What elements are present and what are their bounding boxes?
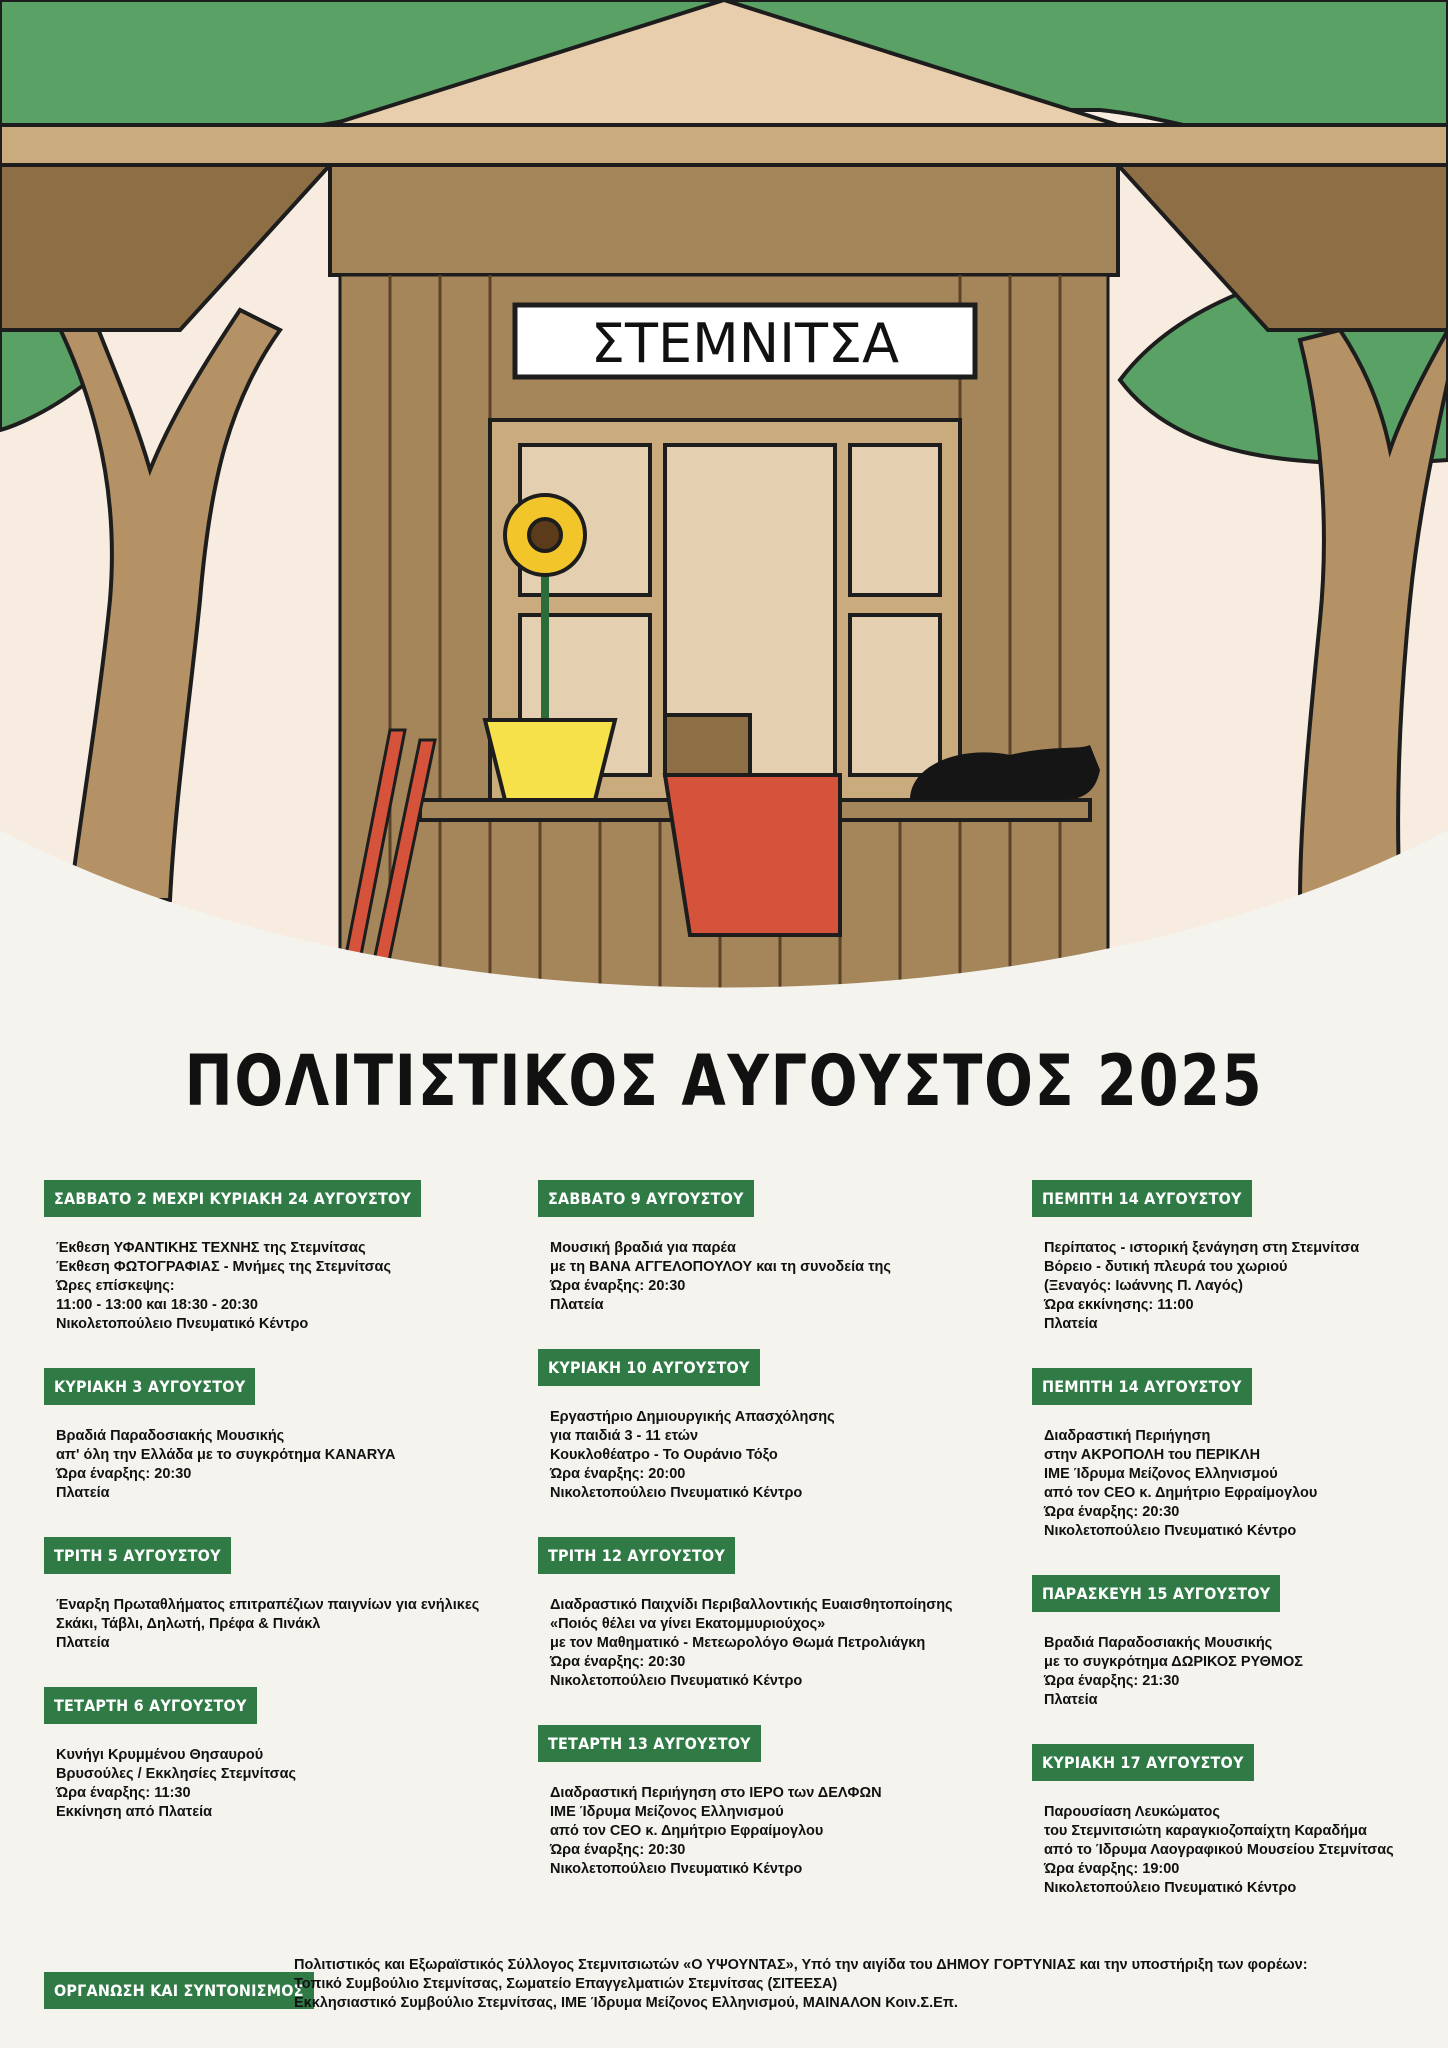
event-block xyxy=(538,1725,968,1879)
event-details xyxy=(44,1596,480,1653)
event-line: Ώρα έναρξης: 20:30 xyxy=(550,1278,686,1294)
event-line: Εργαστήριο Δημιουργικής Απασχόλησης xyxy=(550,1409,835,1425)
organization-label: ΟΡΓΑΝΩΣΗ ΚΑΙ ΣΥΝΤΟΝΙΣΜΟΣ xyxy=(44,1972,314,2009)
event-line: με τον Μαθηματικό - Μετεωρολόγο Θωμά Πετρολιάγκη xyxy=(550,1635,926,1651)
event-line: Πλατεία xyxy=(56,1635,110,1651)
event-block xyxy=(44,1180,474,1334)
event-line: από τον CEO κ. Δημήτριο Εφραίμογλου xyxy=(1044,1485,1318,1501)
event-details xyxy=(538,1408,968,1503)
event-details xyxy=(1032,1427,1448,1541)
event-date-badge: ΠΕΜΠΤΗ 14 ΑΥΓΟΥΣΤΟΥ xyxy=(1032,1368,1252,1405)
red-rug xyxy=(665,775,840,935)
event-details xyxy=(44,1239,474,1334)
event-date-badge: ΠΑΡΑΣΚΕΥΗ 15 ΑΥΓΟΥΣΤΟΥ xyxy=(1032,1575,1280,1612)
event-line: Πλατεία xyxy=(1044,1692,1098,1708)
event-block xyxy=(1032,1744,1448,1898)
village-sign xyxy=(515,305,975,377)
event-date-badge: ΚΥΡΙΑΚΗ 17 ΑΥΓΟΥΣΤΟΥ xyxy=(1032,1744,1254,1781)
event-block xyxy=(538,1180,968,1315)
organization-text xyxy=(294,1956,1308,2013)
kiosk-illustration xyxy=(0,0,1448,1000)
event-line: Ώρα έναρξης: 11:30 xyxy=(56,1785,191,1801)
event-details xyxy=(538,1596,968,1691)
event-line: Ώρα έναρξης: 20:30 xyxy=(550,1842,686,1858)
event-line: με το συγκρότημα ΔΩΡΙΚΟΣ ΡΥΘΜΟΣ xyxy=(1044,1654,1303,1670)
event-line: Νικολετοπούλειο Πνευματικό Κέντρο xyxy=(550,1861,803,1877)
event-block xyxy=(44,1687,474,1822)
event-line: Ώρες επίσκεψης: xyxy=(56,1278,175,1294)
event-line: Βρυσούλες / Εκκλησίες Στεμνίτσας xyxy=(56,1766,297,1782)
event-line: στην ΑΚΡΟΠΟΛΗ του ΠΕΡΙΚΛΗ xyxy=(1044,1447,1261,1463)
event-line: Νικολετοπούλειο Πνευματικό Κέντρο xyxy=(1044,1523,1297,1539)
event-block xyxy=(538,1537,968,1691)
village-sign-text: ΣΤΕΜΝΙΤΣΑ xyxy=(590,312,900,375)
event-line: Ώρα έναρξης: 20:30 xyxy=(1044,1504,1180,1520)
event-date-badge: ΠΕΜΠΤΗ 14 ΑΥΓΟΥΣΤΟΥ xyxy=(1032,1180,1252,1217)
event-line: Κουκλοθέατρο - Το Ουράνιο Τόξο xyxy=(550,1447,778,1463)
event-line: Βραδιά Παραδοσιακής Μουσικής xyxy=(56,1428,285,1444)
event-date-badge: ΤΕΤΑΡΤΗ 6 ΑΥΓΟΥΣΤΟΥ xyxy=(44,1687,257,1724)
event-line: Ώρα έναρξης: 20:00 xyxy=(550,1466,686,1482)
event-details xyxy=(538,1784,968,1879)
event-date-badge: ΚΥΡΙΑΚΗ 10 ΑΥΓΟΥΣΤΟΥ xyxy=(538,1349,760,1386)
event-line: Μουσική βραδιά για παρέα xyxy=(550,1240,736,1256)
event-line: ΙΜΕ Ίδρυμα Μείζονος Ελληνισμού xyxy=(550,1804,784,1820)
event-line: (Ξεναγός: Ιωάννης Π. Λαγός) xyxy=(1044,1278,1243,1294)
event-block xyxy=(44,1368,474,1503)
event-date-badge: ΚΥΡΙΑΚΗ 3 ΑΥΓΟΥΣΤΟΥ xyxy=(44,1368,255,1405)
event-line: Έκθεση ΥΦΑΝΤΙΚΗΣ ΤΕΧΝΗΣ της Στεμνίτσας xyxy=(56,1240,366,1256)
footer-line: Πολιτιστικός και Εξωραϊστικός Σύλλογος Στεμνιτσιωτών «Ο ΥΨΟΥΝΤΑΣ», Υπό την αιγίδα του ΔΗΜΟΥ ΓΟΡΤΥΝΙΑΣ και την υποστήριξη των φορέων: xyxy=(294,1957,1308,1973)
event-line: Νικολετοπούλειο Πνευματικό Κέντρο xyxy=(550,1485,803,1501)
event-block xyxy=(538,1349,968,1503)
event-line: Διαδραστικό Παιχνίδι Περιβαλλοντικής Ευαισθητοποίησης xyxy=(550,1597,953,1613)
event-line: Εκκίνηση από Πλατεία xyxy=(56,1804,213,1820)
event-line: 11:00 - 13:00 και 18:30 - 20:30 xyxy=(56,1297,258,1313)
event-line: για παιδιά 3 - 11 ετών xyxy=(550,1428,699,1444)
page-title: ΠΟΛΙΤΙΣΤΙΚΟΣ ΑΥΓΟΥΣΤΟΣ 2025 xyxy=(184,1040,1264,1122)
event-details xyxy=(1032,1634,1448,1710)
schedule-column-1 xyxy=(44,1180,480,1856)
event-line: Διαδραστική Περιήγηση στο ΙΕΡΟ των ΔΕΛΦΩΝ xyxy=(550,1785,882,1801)
event-block xyxy=(1032,1368,1448,1541)
event-line: Έναρξη Πρωταθλήματος επιτραπέζιων παιγνίων για ενήλικες xyxy=(56,1597,480,1613)
event-line: απ' όλη την Ελλάδα με το συγκρότημα KANARYA xyxy=(56,1447,396,1463)
event-date-badge: ΣΑΒΒΑΤΟ 2 ΜΕΧΡΙ ΚΥΡΙΑΚΗ 24 ΑΥΓΟΥΣΤΟΥ xyxy=(44,1180,421,1217)
event-date-badge: ΤΡΙΤΗ 5 ΑΥΓΟΥΣΤΟΥ xyxy=(44,1537,231,1574)
event-line: Πλατεία xyxy=(56,1485,110,1501)
event-line: Σκάκι, Τάβλι, Δηλωτή, Πρέφα & Πινάκλ xyxy=(56,1616,321,1632)
event-line: με τη ΒΑΝΑ ΑΓΓΕΛΟΠΟΥΛΟΥ και τη συνοδεία της xyxy=(550,1259,891,1275)
event-line: Ώρα εκκίνησης: 11:00 xyxy=(1044,1297,1194,1313)
event-line: Πλατεία xyxy=(1044,1316,1098,1332)
event-line: Ώρα έναρξης: 20:30 xyxy=(550,1654,686,1670)
event-line: Νικολετοπούλειο Πνευματικό Κέντρο xyxy=(1044,1880,1297,1896)
event-date-badge: ΣΑΒΒΑΤΟ 9 ΑΥΓΟΥΣΤΟΥ xyxy=(538,1180,754,1217)
event-line: Ώρα έναρξης: 20:30 xyxy=(56,1466,192,1482)
event-details xyxy=(1032,1239,1448,1334)
event-details xyxy=(1032,1803,1448,1898)
event-line: από το Ίδρυμα Λαογραφικού Μουσείου Στεμνίτσας xyxy=(1044,1842,1394,1858)
footer-line: Εκκλησιαστικό Συμβούλιο Στεμνίτσας, ΙΜΕ Ίδρυμα Μείζονος Ελληνισμού, ΜΑΙΝΑΛΟΝ Κοιν.Σ.Επ. xyxy=(294,1995,958,2011)
event-line: Παρουσίαση Λευκώματος xyxy=(1044,1804,1220,1820)
event-details xyxy=(538,1239,968,1315)
event-line: Κυνήγι Κρυμμένου Θησαυρού xyxy=(56,1747,264,1763)
event-line: «Ποιός θέλει να γίνει Εκατομμυριούχος» xyxy=(550,1616,826,1632)
event-line: Πλατεία xyxy=(550,1297,604,1313)
event-line: Περίπατος - ιστορική ξενάγηση στη Στεμνίτσα xyxy=(1044,1240,1360,1256)
event-date-badge: ΤΡΙΤΗ 12 ΑΥΓΟΥΣΤΟΥ xyxy=(538,1537,735,1574)
wooden-chest xyxy=(665,715,750,775)
event-line: Διαδραστική Περιήγηση xyxy=(1044,1428,1211,1444)
schedule-column-3 xyxy=(1032,1180,1448,1932)
event-line: Ώρα έναρξης: 21:30 xyxy=(1044,1673,1180,1689)
event-line: Νικολετοπούλειο Πνευματικό Κέντρο xyxy=(550,1673,803,1689)
event-block xyxy=(44,1537,480,1653)
event-line: Βραδιά Παραδοσιακής Μουσικής xyxy=(1044,1635,1273,1651)
event-line: Έκθεση ΦΩΤΟΓΡΑΦΙΑΣ - Μνήμες της Στεμνίτσας xyxy=(56,1259,391,1275)
event-details xyxy=(44,1746,474,1822)
event-block xyxy=(1032,1180,1448,1334)
event-date-badge: ΤΕΤΑΡΤΗ 13 ΑΥΓΟΥΣΤΟΥ xyxy=(538,1725,761,1762)
event-line: του Στεμνιτσιώτη καραγκιοζοπαίχτη Καραδήμα xyxy=(1044,1823,1367,1839)
footer-line: Τοπικό Συμβούλιο Στεμνίτσας, Σωματείο Επαγγελματιών Στεμνίτσας (ΣΙΤΕΕΣΑ) xyxy=(294,1976,838,1992)
schedule-column-2 xyxy=(538,1180,968,1913)
event-details xyxy=(44,1427,474,1503)
event-block xyxy=(1032,1575,1448,1710)
event-line: Βόρειο - δυτική πλευρά του χωριού xyxy=(1044,1259,1288,1275)
event-line: Ώρα έναρξης: 19:00 xyxy=(1044,1861,1180,1877)
event-line: Νικολετοπούλειο Πνευματικό Κέντρο xyxy=(56,1316,309,1332)
event-line: από τον CEO κ. Δημήτριο Εφραίμογλου xyxy=(550,1823,824,1839)
event-line: ΙΜΕ Ίδρυμα Μείζονος Ελληνισμού xyxy=(1044,1466,1278,1482)
